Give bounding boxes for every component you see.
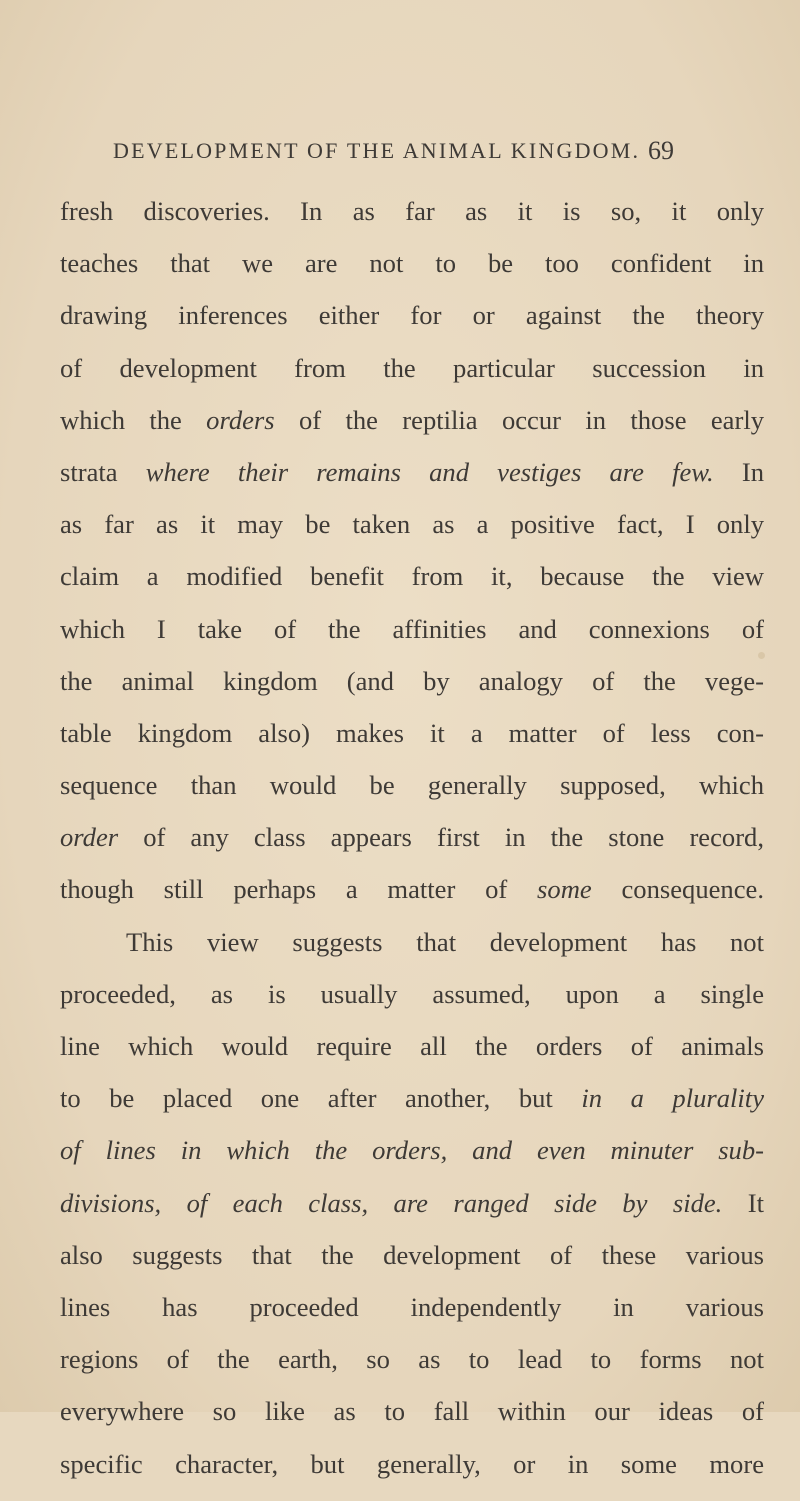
roman-text: It: [722, 1187, 764, 1218]
page-number: 69: [648, 136, 674, 165]
text-line: [60, 874, 764, 926]
text-line: [60, 1083, 764, 1135]
roman-text: line which would require all the orders of animals: [60, 1031, 764, 1061]
roman-text: strata: [60, 456, 146, 487]
roman-text: table kingdom also) makes it a matter of less con-: [60, 717, 764, 748]
text-line: [60, 1292, 764, 1344]
text-line: [60, 196, 764, 248]
italic-text: order: [60, 822, 119, 853]
roman-text: teaches that we are not to be too confident in: [60, 248, 764, 279]
text-line: [60, 1188, 764, 1240]
italic-text: divisions, of each class, are ranged side by side.: [60, 1187, 723, 1218]
text-line: [60, 979, 764, 1031]
text-line: [60, 300, 764, 352]
roman-text: though still perhaps a matter of: [60, 874, 538, 905]
roman-text: which I take of the affinities and connexions of: [60, 613, 764, 644]
italic-text: of lines in which the orders, and even minuter sub-: [60, 1135, 764, 1166]
italic-text: where their remains and vestiges are few.: [145, 456, 714, 487]
text-line: [60, 718, 764, 770]
roman-text: In: [713, 456, 764, 487]
roman-text: which the: [60, 404, 207, 435]
roman-text: also suggests that the development of these various: [60, 1239, 764, 1270]
text-line: [60, 405, 764, 457]
text-line: [60, 770, 764, 822]
text-line: [60, 1344, 764, 1396]
roman-text: drawing inferences either for or against the theory: [60, 300, 764, 331]
text-line: [60, 822, 764, 874]
running-title: DEVELOPMENT OF THE ANIMAL KINGDOM.: [113, 138, 641, 163]
italic-text: in a plurality: [581, 1083, 764, 1114]
italic-text: some: [537, 874, 592, 905]
body-text: [60, 196, 764, 1501]
roman-text: of any class appears first in the stone record,: [118, 822, 764, 853]
text-line: [60, 1135, 764, 1187]
roman-text: regions of the earth, so as to lead to forms not: [60, 1344, 764, 1375]
text-line: [60, 353, 764, 405]
roman-text: to be placed one after another, but: [60, 1083, 582, 1114]
text-line: [60, 1031, 764, 1083]
roman-text: fresh discoveries. In as far as it is so, it only: [60, 196, 764, 226]
roman-text: consequence.: [591, 874, 764, 905]
roman-text: claim a modified benefit from it, because the view: [60, 561, 764, 592]
text-line: [60, 248, 764, 300]
roman-text: This view suggests that development has not: [126, 926, 764, 957]
text-line: [60, 561, 764, 613]
roman-text: proceeded, as is usually assumed, upon a single: [60, 978, 764, 1009]
roman-text: everywhere so like as to fall within our ideas of: [60, 1396, 764, 1427]
text-line: [60, 457, 764, 509]
text-line: [60, 614, 764, 666]
roman-text: of the reptilia occur in those early: [274, 404, 764, 435]
italic-text: orders: [206, 404, 275, 435]
roman-text: lines has proceeded independently in various: [60, 1291, 764, 1322]
text-line: [60, 509, 764, 561]
text-line: [60, 1396, 764, 1448]
text-line: [60, 1240, 764, 1292]
roman-text: as far as it may be taken as a positive fact, I only: [60, 509, 764, 540]
roman-text: specific character, but generally, or in some more: [60, 1448, 764, 1479]
text-line: [60, 927, 764, 979]
text-line: [60, 666, 764, 718]
roman-text: sequence than would be generally supposed, which: [60, 770, 764, 801]
text-line: [60, 1449, 764, 1501]
running-head: [0, 138, 800, 172]
paper-speck: [758, 652, 765, 659]
roman-text: the animal kingdom (and by analogy of the vege-: [60, 665, 764, 696]
roman-text: of development from the particular succession in: [60, 352, 764, 383]
